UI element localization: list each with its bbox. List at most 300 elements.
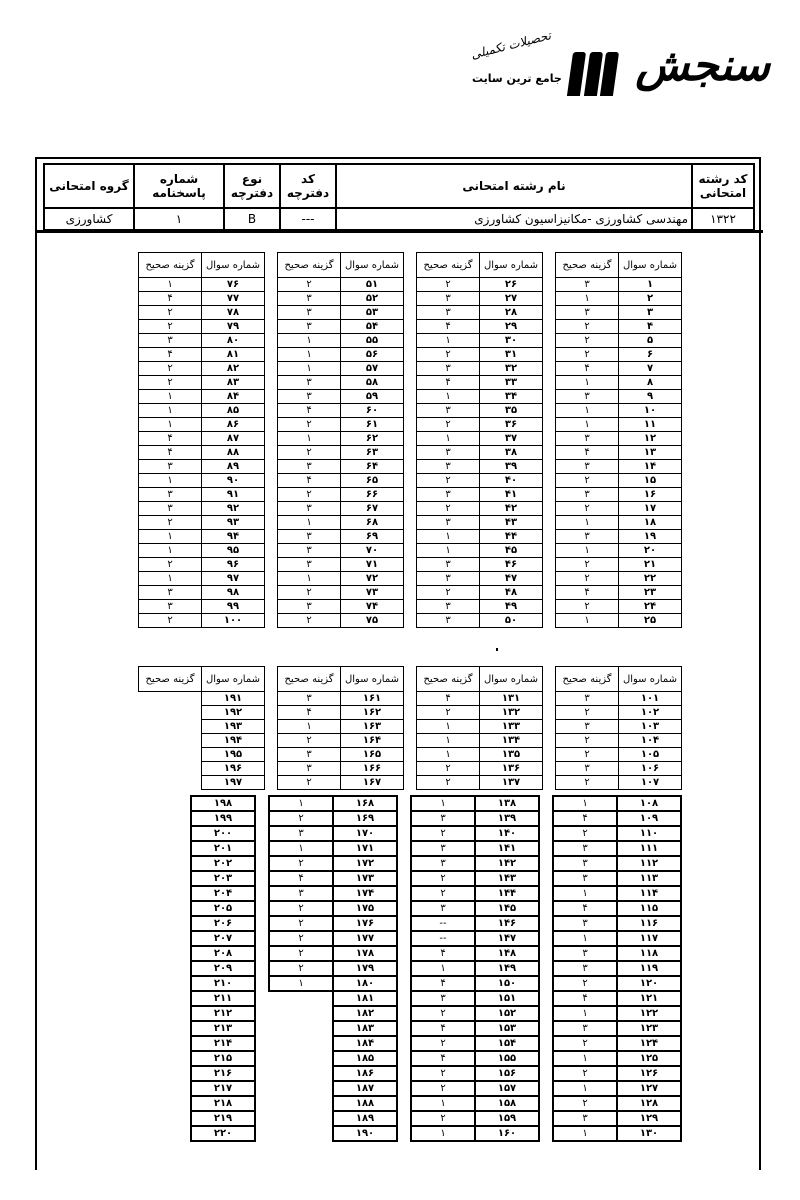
question-number: ۱۱۵: [617, 901, 681, 916]
answer-row: [556, 502, 682, 516]
answer-row: [553, 901, 681, 916]
question-number: ۱۶: [619, 488, 682, 502]
correct-option: ۳: [417, 488, 480, 502]
answer-row: [139, 692, 265, 706]
correct-option: ۱: [411, 961, 475, 976]
answer-row: [269, 1111, 397, 1126]
answer-row: [411, 1036, 539, 1051]
answer-row: [556, 390, 682, 404]
question-number: ۸۶: [202, 418, 265, 432]
answer-row: [269, 961, 397, 976]
question-number: ۱۲۷: [617, 1081, 681, 1096]
answer-row: [556, 706, 682, 720]
question-number: ۹۰: [202, 474, 265, 488]
question-number: ۸۵: [202, 404, 265, 418]
correct-option: ۳: [417, 306, 480, 320]
answer-row: [553, 1036, 681, 1051]
answer-row: [139, 600, 265, 614]
answer-row: [417, 530, 543, 544]
answer-row: [556, 600, 682, 614]
correct-option: ۳: [278, 390, 341, 404]
correct-option-header: گزینه صحیح: [139, 253, 202, 278]
answer-grid-lower: [126, 795, 682, 1142]
answer-row: [556, 320, 682, 334]
question-number: ۱۷۱: [333, 841, 397, 856]
correct-option: ۴: [553, 811, 617, 826]
answer-row: [269, 856, 397, 871]
question-number: ۱۹۱: [202, 692, 265, 706]
correct-option: ۱: [411, 1126, 475, 1141]
question-number: ۱۸۱: [333, 991, 397, 1006]
question-number: ۳۳: [480, 376, 543, 390]
answer-row: [278, 446, 404, 460]
answer-row: [411, 796, 539, 811]
answer-row: [556, 362, 682, 376]
correct-option: ۲: [417, 586, 480, 600]
question-number: ۶۶: [341, 488, 404, 502]
answer-row: [553, 811, 681, 826]
correct-option: ۳: [269, 826, 333, 841]
correct-option: ۳: [553, 1021, 617, 1036]
answer-row: [127, 1021, 255, 1036]
question-number: ۲۶: [480, 278, 543, 292]
correct-option: ۲: [278, 776, 341, 790]
answer-table-header: [139, 667, 265, 692]
answer-row: [411, 871, 539, 886]
correct-option: ۴: [139, 432, 202, 446]
question-number: ۸۲: [202, 362, 265, 376]
question-number: ۷۲: [341, 572, 404, 586]
answer-row: [417, 572, 543, 586]
correct-option: ۳: [411, 841, 475, 856]
question-number: ۲۱۸: [191, 1096, 255, 1111]
answer-row: [278, 474, 404, 488]
question-number: ۱۱۷: [617, 931, 681, 946]
question-number: ۱۴۸: [475, 946, 539, 961]
answer-row: [127, 811, 255, 826]
correct-option-header: گزینه صحیح: [556, 667, 619, 692]
question-number: ۷۴: [341, 600, 404, 614]
question-number: ۱۴۵: [475, 901, 539, 916]
correct-option: ۴: [553, 991, 617, 1006]
question-number: ۹۷: [202, 572, 265, 586]
header-field-name: نام رشته امتحانی: [336, 164, 692, 208]
correct-option: ۳: [278, 306, 341, 320]
value-booklet-code: ---: [280, 208, 336, 230]
answer-row: [269, 946, 397, 961]
question-number: ۹۳: [202, 516, 265, 530]
correct-option: ۲: [411, 1111, 475, 1126]
question-number: ۶۱: [341, 418, 404, 432]
answer-row: [127, 1081, 255, 1096]
answer-row: [278, 762, 404, 776]
correct-option: ۳: [269, 886, 333, 901]
correct-option: ۲: [139, 362, 202, 376]
answer-row: [417, 544, 543, 558]
correct-option: ۱: [411, 1096, 475, 1111]
correct-option: ۲: [556, 776, 619, 790]
answer-row: [278, 572, 404, 586]
correct-option: ۱: [556, 544, 619, 558]
correct-option: ۴: [556, 446, 619, 460]
question-number: ۹: [619, 390, 682, 404]
question-number: ۸۰: [202, 334, 265, 348]
question-number: ۱۷۹: [333, 961, 397, 976]
question-number: ۱۹: [619, 530, 682, 544]
question-number: ۱۸: [619, 516, 682, 530]
correct-option: ۱: [556, 292, 619, 306]
correct-option: ۳: [556, 390, 619, 404]
correct-option: ۲: [269, 931, 333, 946]
question-number: ۶۲: [341, 432, 404, 446]
correct-option: ۱: [139, 390, 202, 404]
answer-row: [417, 558, 543, 572]
question-number: ۲۹: [480, 320, 543, 334]
question-number: ۱۳۹: [475, 811, 539, 826]
answer-row: [417, 720, 543, 734]
question-number: ۲۱۲: [191, 1006, 255, 1021]
correct-option: ۲: [139, 516, 202, 530]
answer-row: [553, 826, 681, 841]
correct-option: [127, 886, 191, 901]
correct-option: ۲: [139, 376, 202, 390]
answer-row: [269, 1051, 397, 1066]
answer-row: [417, 516, 543, 530]
answer-row: [278, 692, 404, 706]
answer-row: [278, 516, 404, 530]
correct-option: ۲: [269, 856, 333, 871]
correct-option: ۲: [556, 572, 619, 586]
question-number: ۵: [619, 334, 682, 348]
question-number: ۱۱۳: [617, 871, 681, 886]
answer-row: [411, 1096, 539, 1111]
question-number: ۱۷۳: [333, 871, 397, 886]
answer-row: [278, 776, 404, 790]
question-number: ۱۷۸: [333, 946, 397, 961]
answer-row: [139, 446, 265, 460]
answer-table-header: [556, 253, 682, 278]
answer-table-block4: [138, 252, 265, 628]
answer-row: [127, 1051, 255, 1066]
answer-row: [127, 961, 255, 976]
answer-row: [139, 748, 265, 762]
correct-option: ۱: [553, 1006, 617, 1021]
question-number: ۲۲۰: [191, 1126, 255, 1141]
question-number: ۱۰۹: [617, 811, 681, 826]
question-number: ۱۲: [619, 432, 682, 446]
question-number: ۶۴: [341, 460, 404, 474]
question-number: ۱۰۳: [619, 720, 682, 734]
answer-row: [139, 418, 265, 432]
question-number: ۱۴۳: [475, 871, 539, 886]
question-number: ۲۰۵: [191, 901, 255, 916]
answer-row: [417, 334, 543, 348]
answer-row: [556, 516, 682, 530]
answer-table-block6: [416, 666, 543, 790]
answer-row: [417, 614, 543, 628]
answer-row: [556, 278, 682, 292]
question-number: ۲۰: [619, 544, 682, 558]
question-number: ۹۸: [202, 586, 265, 600]
answer-row: [411, 976, 539, 991]
question-number: ۵۵: [341, 334, 404, 348]
question-no-header: شماره سوال: [341, 253, 404, 278]
answer-row: [139, 278, 265, 292]
question-number: ۱۳۵: [480, 748, 543, 762]
answer-row: [417, 706, 543, 720]
question-number: ۴۰: [480, 474, 543, 488]
question-number: ۲۱۳: [191, 1021, 255, 1036]
question-number: ۱۴۲: [475, 856, 539, 871]
correct-option: ۳: [556, 692, 619, 706]
answer-row: [411, 886, 539, 901]
answer-row: [556, 306, 682, 320]
correct-option: ۳: [417, 572, 480, 586]
answer-row: [278, 404, 404, 418]
question-number: ۱۴۰: [475, 826, 539, 841]
answer-row: [269, 1126, 397, 1141]
answer-row: [139, 348, 265, 362]
answer-row: [139, 516, 265, 530]
correct-option: ۱: [556, 404, 619, 418]
answer-row: [411, 916, 539, 931]
correct-option: ۳: [417, 460, 480, 474]
answer-row: [556, 558, 682, 572]
question-number: ۱۲۶: [617, 1066, 681, 1081]
answer-row: [139, 390, 265, 404]
correct-option: ۲: [278, 586, 341, 600]
answer-row: [411, 1021, 539, 1036]
correct-option: [127, 976, 191, 991]
answer-grid-middle: [138, 666, 682, 790]
answer-row: [417, 404, 543, 418]
correct-option: ۱: [417, 334, 480, 348]
answer-row: [278, 278, 404, 292]
answer-row: [553, 916, 681, 931]
correct-option: ۲: [556, 474, 619, 488]
answer-table-block1: [555, 252, 682, 628]
question-number: ۱۰۵: [619, 748, 682, 762]
question-number: ۱۹۲: [202, 706, 265, 720]
answer-table-header: [278, 667, 404, 692]
answer-row: [553, 961, 681, 976]
answer-row: [269, 1096, 397, 1111]
sanjesh-logo: [470, 30, 770, 110]
answer-row: [278, 488, 404, 502]
question-number: ۱۶۹: [333, 811, 397, 826]
correct-option: ۳: [139, 460, 202, 474]
answer-row: [553, 1006, 681, 1021]
correct-option: [127, 1081, 191, 1096]
question-number: ۱۶۵: [341, 748, 404, 762]
question-number: ۵۱: [341, 278, 404, 292]
question-number: ۸۱: [202, 348, 265, 362]
answer-row: [139, 362, 265, 376]
correct-option: ۴: [278, 404, 341, 418]
answer-row: [556, 348, 682, 362]
correct-option: ۳: [278, 600, 341, 614]
answer-row: [411, 1066, 539, 1081]
correct-option: [127, 841, 191, 856]
question-no-header: شماره سوال: [480, 667, 543, 692]
correct-option: [269, 1036, 333, 1051]
answer-row: [553, 931, 681, 946]
correct-option: ۲: [411, 1066, 475, 1081]
answer-row: [556, 292, 682, 306]
correct-option: ۳: [411, 811, 475, 826]
correct-option: ۲: [553, 1036, 617, 1051]
logo-wordmark: سنجش: [635, 40, 770, 91]
answer-row: [417, 348, 543, 362]
correct-option: ۳: [278, 292, 341, 306]
correct-option: ۳: [417, 292, 480, 306]
correct-option: ۴: [417, 692, 480, 706]
correct-option: [127, 811, 191, 826]
answer-row: [127, 991, 255, 1006]
correct-option: ۴: [417, 320, 480, 334]
correct-option: ۳: [553, 946, 617, 961]
correct-option: ۱: [278, 334, 341, 348]
value-answer-key-no: ۱: [134, 208, 224, 230]
question-number: ۱۰۱: [619, 692, 682, 706]
correct-option: [127, 1066, 191, 1081]
correct-option: ۲: [556, 348, 619, 362]
question-number: ۷۶: [202, 278, 265, 292]
correct-option: ۱: [556, 418, 619, 432]
answer-row: [556, 432, 682, 446]
question-number: ۱۹۵: [202, 748, 265, 762]
answer-table-block11: [268, 795, 398, 1142]
answer-row: [411, 856, 539, 871]
answer-row: [553, 946, 681, 961]
answer-row: [553, 1096, 681, 1111]
correct-option: ۳: [417, 600, 480, 614]
answer-table-block10: [410, 795, 540, 1142]
correct-option: ۲: [269, 961, 333, 976]
question-number: ۱۶۳: [341, 720, 404, 734]
answer-row: [417, 446, 543, 460]
answer-row: [556, 488, 682, 502]
correct-option: ۴: [553, 901, 617, 916]
correct-option: --: [411, 931, 475, 946]
correct-option: ۱: [139, 572, 202, 586]
question-number: ۱۶۲: [341, 706, 404, 720]
answer-row: [417, 474, 543, 488]
answer-row: [278, 600, 404, 614]
correct-option: [139, 734, 202, 748]
correct-option: ۳: [553, 856, 617, 871]
value-field-name: مهندسی کشاورزی -مکانیزاسیون کشاورزی: [336, 208, 692, 230]
answer-row: [411, 961, 539, 976]
question-number: ۱۰۲: [619, 706, 682, 720]
answer-table-header: [417, 667, 543, 692]
question-number: ۹۶: [202, 558, 265, 572]
question-number: ۵۳: [341, 306, 404, 320]
question-number: ۳: [619, 306, 682, 320]
question-number: ۶۸: [341, 516, 404, 530]
answer-row: [139, 762, 265, 776]
question-number: ۶۳: [341, 446, 404, 460]
question-number: ۱۰۴: [619, 734, 682, 748]
question-number: ۱۵۶: [475, 1066, 539, 1081]
question-number: ۱۸۹: [333, 1111, 397, 1126]
correct-option: ۲: [139, 614, 202, 628]
answer-row: [139, 586, 265, 600]
question-number: ۱۱۱: [617, 841, 681, 856]
answer-row: [417, 278, 543, 292]
correct-option: [127, 1096, 191, 1111]
correct-option: [127, 991, 191, 1006]
answer-row: [411, 991, 539, 1006]
question-number: ۱۹۶: [202, 762, 265, 776]
question-number: ۱۹۸: [191, 796, 255, 811]
question-no-header: شماره سوال: [480, 253, 543, 278]
question-number: ۱۴۶: [475, 916, 539, 931]
question-number: ۱۰: [619, 404, 682, 418]
correct-option: ۴: [556, 362, 619, 376]
question-number: ۶۹: [341, 530, 404, 544]
answer-table-header: [556, 667, 682, 692]
answer-row: [556, 762, 682, 776]
correct-option: [139, 720, 202, 734]
question-number: ۲۱: [619, 558, 682, 572]
answer-row: [127, 871, 255, 886]
correct-option: ۲: [269, 901, 333, 916]
question-number: ۲۱۵: [191, 1051, 255, 1066]
answer-row: [553, 1111, 681, 1126]
question-number: ۱۵۸: [475, 1096, 539, 1111]
question-number: ۷۵: [341, 614, 404, 628]
correct-option: ۲: [417, 706, 480, 720]
question-number: ۲۷: [480, 292, 543, 306]
answer-row: [278, 460, 404, 474]
answer-row: [127, 931, 255, 946]
answer-row: [139, 306, 265, 320]
question-number: ۷۹: [202, 320, 265, 334]
question-number: ۱۴: [619, 460, 682, 474]
correct-option: ۲: [417, 278, 480, 292]
question-number: ۴۸: [480, 586, 543, 600]
question-number: ۲۴: [619, 600, 682, 614]
correct-option: ۳: [278, 748, 341, 762]
correct-option: ۳: [553, 961, 617, 976]
question-number: ۱۷۵: [333, 901, 397, 916]
answer-row: [553, 991, 681, 1006]
question-number: ۱۳۶: [480, 762, 543, 776]
question-number: ۱۰۸: [617, 796, 681, 811]
question-number: ۱۵: [619, 474, 682, 488]
answer-row: [269, 1081, 397, 1096]
correct-option: ۱: [417, 432, 480, 446]
correct-option: ۲: [278, 614, 341, 628]
answer-row: [127, 1126, 255, 1141]
correct-option: [127, 946, 191, 961]
question-number: ۱۹۷: [202, 776, 265, 790]
question-number: ۴۹: [480, 600, 543, 614]
question-number: ۲۰۴: [191, 886, 255, 901]
correct-option-header: گزینه صحیح: [417, 253, 480, 278]
question-number: ۲۱۴: [191, 1036, 255, 1051]
answer-row: [139, 530, 265, 544]
question-number: ۱۶۶: [341, 762, 404, 776]
correct-option: ۱: [553, 886, 617, 901]
answer-row: [417, 586, 543, 600]
value-field-code: ۱۳۲۲: [692, 208, 754, 230]
answer-row: [411, 946, 539, 961]
question-number: ۱۳۳: [480, 720, 543, 734]
question-number: ۲۰۸: [191, 946, 255, 961]
correct-option: ۱: [417, 544, 480, 558]
